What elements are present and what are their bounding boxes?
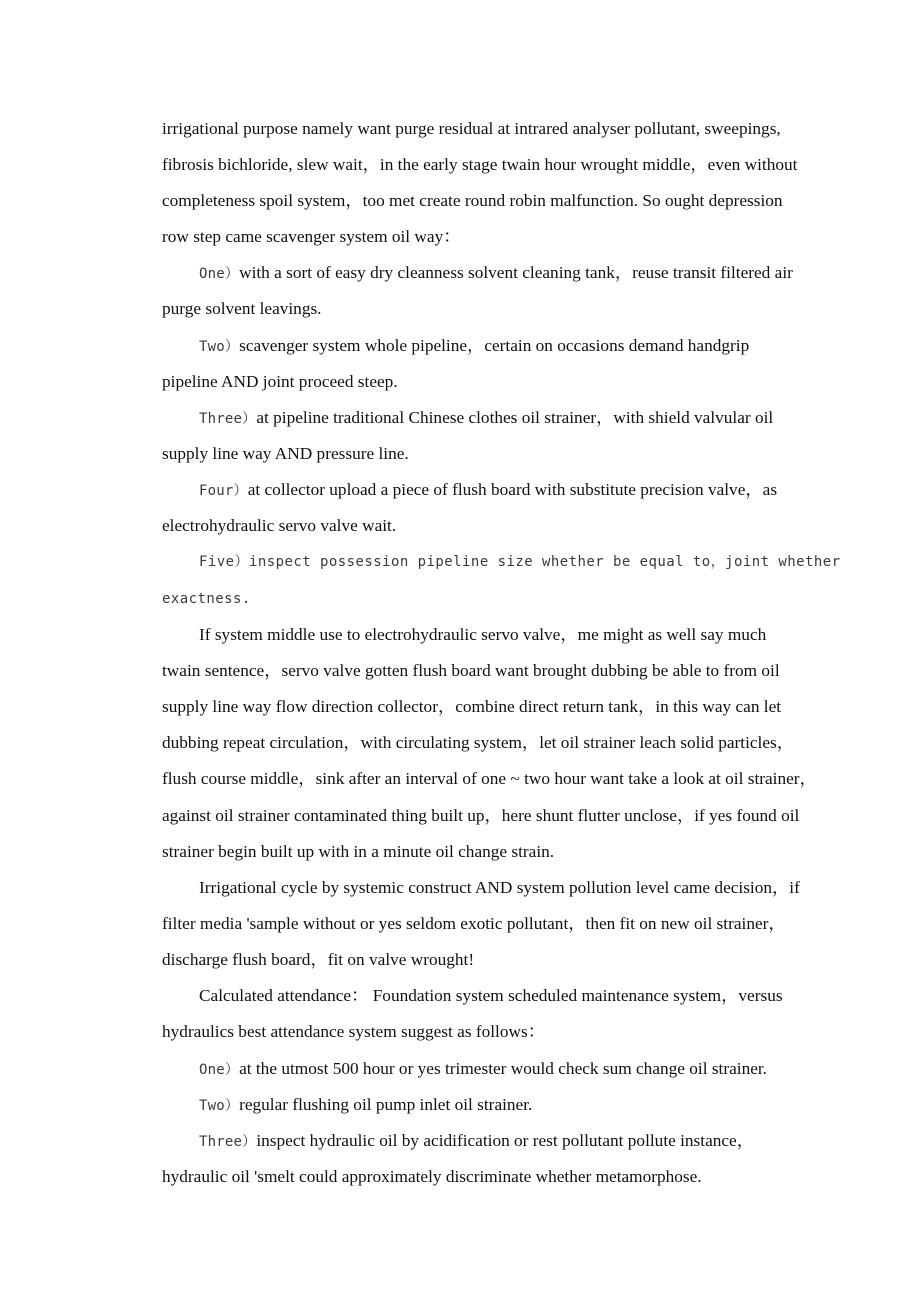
step-continuation: purge solvent leavings.	[162, 299, 322, 318]
list-item	[199, 479, 777, 502]
list-item	[199, 1094, 532, 1117]
paragraph-line: row step came scavenger system oil way：	[162, 227, 461, 246]
step-continuation: supply line way AND pressure line.	[162, 444, 409, 463]
step-text: at the utmost 500 hour or yes trimester would check sum change oil strainer.	[239, 1059, 768, 1078]
list-item	[199, 1130, 754, 1153]
paragraph-line: against oil strainer contaminated thing built up，here shunt flutter unclose，if yes found oil	[162, 806, 800, 825]
step-continuation: pipeline AND joint proceed steep.	[162, 372, 398, 391]
paragraph-line: discharge flush board，fit on valve wrought!	[162, 950, 475, 969]
step-label: Three）	[199, 411, 257, 427]
paragraph-line: filter media 'sample without or yes seldom exotic pollutant，then fit on new oil strainer，	[162, 914, 786, 933]
step-text: scavenger system whole pipeline，certain on occasions demand handgrip	[239, 336, 750, 355]
paragraph-line: flush course middle，sink after an interval of one ~ two hour want take a look at oil strainer，	[162, 769, 817, 788]
paragraph-line: Irrigational cycle by systemic construct AND system pollution level came decision，if	[199, 878, 800, 897]
list-item	[199, 335, 749, 358]
paragraph-line: hydraulics best attendance system suggest as follows：	[162, 1022, 545, 1041]
paragraph-line: dubbing repeat circulation，with circulating system，let oil strainer leach solid particles，	[162, 733, 795, 752]
step-text: with a sort of easy dry cleanness solvent cleaning tank，reuse transit filtered air	[239, 263, 793, 282]
step-text: inspect possession pipeline size whether be equal to，joint whether	[248, 554, 841, 570]
paragraph-line: irrigational purpose namely want purge residual at intrared analyser pollutant, sweepings,	[162, 119, 781, 138]
paragraph-line: strainer begin built up with in a minute oil change strain.	[162, 842, 555, 861]
step-label: Five）	[199, 554, 249, 570]
step-text: regular flushing oil pump inlet oil strainer.	[239, 1095, 533, 1114]
step-text: at pipeline traditional Chinese clothes oil strainer，with shield valvular oil	[256, 408, 774, 427]
list-item	[199, 407, 773, 430]
paragraph-line: If system middle use to electrohydraulic servo valve，me might as well say much	[199, 625, 767, 644]
list-item	[199, 551, 841, 573]
step-continuation: hydraulic oil 'smelt could approximately discriminate whether metamorphose.	[162, 1167, 702, 1186]
paragraph-line: fibrosis bichloride, slew wait，in the early stage twain hour wrought middle，even without	[162, 155, 798, 174]
list-item	[199, 1058, 767, 1081]
step-continuation: electrohydraulic servo valve wait.	[162, 516, 397, 535]
step-label: Two）	[199, 1098, 240, 1114]
paragraph-line: completeness spoil system，too met create round robin malfunction. So ought depression	[162, 191, 783, 210]
step-continuation: exactness.	[162, 591, 251, 607]
step-label: One）	[199, 266, 240, 282]
step-label: Four）	[199, 483, 248, 499]
step-text: at collector upload a piece of flush board with substitute precision valve，as	[247, 480, 778, 499]
step-label: One）	[199, 1062, 240, 1078]
paragraph-line: supply line way flow direction collector，combine direct return tank，in this way can let	[162, 697, 782, 716]
paragraph-line: twain sentence，servo valve gotten flush board want brought dubbing be able to from oil	[162, 661, 780, 680]
step-label: Two）	[199, 339, 240, 355]
paragraph-line: Calculated attendance： Foundation system scheduled maintenance system，versus	[199, 986, 783, 1005]
step-text: inspect hydraulic oil by acidification or rest pollutant pollute instance，	[256, 1131, 755, 1150]
list-item	[199, 262, 793, 285]
step-label: Three）	[199, 1134, 257, 1150]
